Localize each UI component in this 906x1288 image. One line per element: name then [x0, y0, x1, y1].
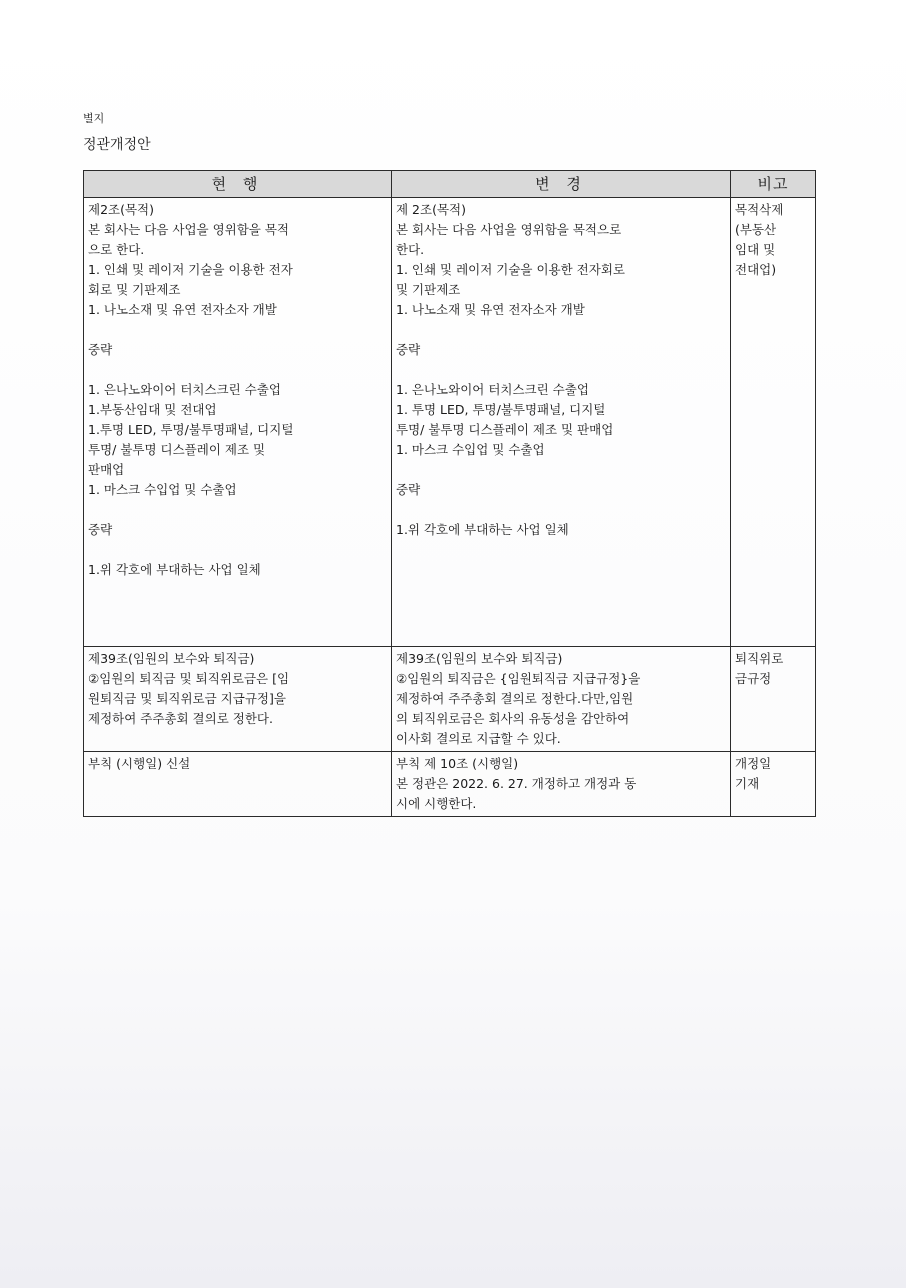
article-39-current-text: 제39조(임원의 보수와 퇴직금) ②임원의 퇴직금 및 퇴직위로금은 [임 원퇴직금 및 퇴직위로금 지급규정]을 제정하여 주주총회 결의로 정한다. — [88, 651, 290, 726]
addendum-note-text: 개정일 기재 — [735, 756, 772, 791]
cell-note — [731, 752, 816, 817]
cell-revised — [392, 752, 731, 817]
attachment-label: 별지 — [83, 112, 105, 125]
header-note: 비고 — [731, 171, 816, 198]
article-2-note-text: 목적삭제 (부동산 임대 및 전대업) — [735, 202, 784, 277]
table-header-row — [84, 171, 816, 198]
addendum-revised-text: 부칙 제 10조 (시행일) 본 정관은 2022. 6. 27. 개정하고 개정과 동 시에 시행한다. — [396, 756, 637, 811]
article-2-revised-text: 제 2조(목적) 본 회사는 다음 사업을 영위함을 목적으로 한다. 1. 인쇄 및 레이저 기술을 이용한 전자회로 및 기판제조 1. 나노소재 및 유연 전자소자 개발 중략 1. 은나노와이어 터치스크린 수출업 1. 투명 LED, 투명/불투명패널, 디지털 투명/ 불투명 디스플레이 제조 및 판매업 1. 마스크 수입업 및 수출업 중략 1.위 각호에 부대하는 사업 일체 — [396, 202, 625, 537]
cell-current — [84, 647, 392, 752]
article-39-note-text: 퇴직위로 금규정 — [735, 651, 784, 686]
cell-revised — [392, 647, 731, 752]
cell-note — [731, 647, 816, 752]
cell-note — [731, 198, 816, 647]
header-current: 현 행 — [84, 171, 392, 198]
cell-current — [84, 752, 392, 817]
header-revised: 변 경 — [392, 171, 731, 198]
table-row — [84, 752, 816, 817]
cell-current — [84, 198, 392, 647]
document-title: 정관개정안 — [83, 137, 151, 153]
addendum-current-text: 부칙 (시행일) 신설 — [88, 756, 191, 771]
article-39-revised-text: 제39조(임원의 보수와 퇴직금) ②임원의 퇴직금은 {임원퇴직금 지급규정}을 제정하여 주주총회 결의로 정한다.다만,임원 의 퇴직위로금은 회사의 유동성을 감안하여 이사회 결의로 지급할 수 있다. — [396, 651, 641, 746]
amendment-table — [83, 170, 816, 817]
cell-revised — [392, 198, 731, 647]
article-2-current-text: 제2조(목적) 본 회사는 다음 사업을 영위함을 목적 으로 한다. 1. 인쇄 및 레이저 기술을 이용한 전자 회로 및 기판제조 1. 나노소재 및 유연 전자소자 개발 중략 1. 은나노와이어 터치스크린 수출업 1.부동산임대 및 전대업 1.투명 LED, 투명/불투명패널, 디지털 투명/ 불투명 디스플레이 제조 및 판매업 1. 마스크 수입업 및 수출업 중략 1.위 각호에 부대하는 사업 일체 — [88, 202, 294, 577]
table-row — [84, 647, 816, 752]
table-row — [84, 198, 816, 647]
